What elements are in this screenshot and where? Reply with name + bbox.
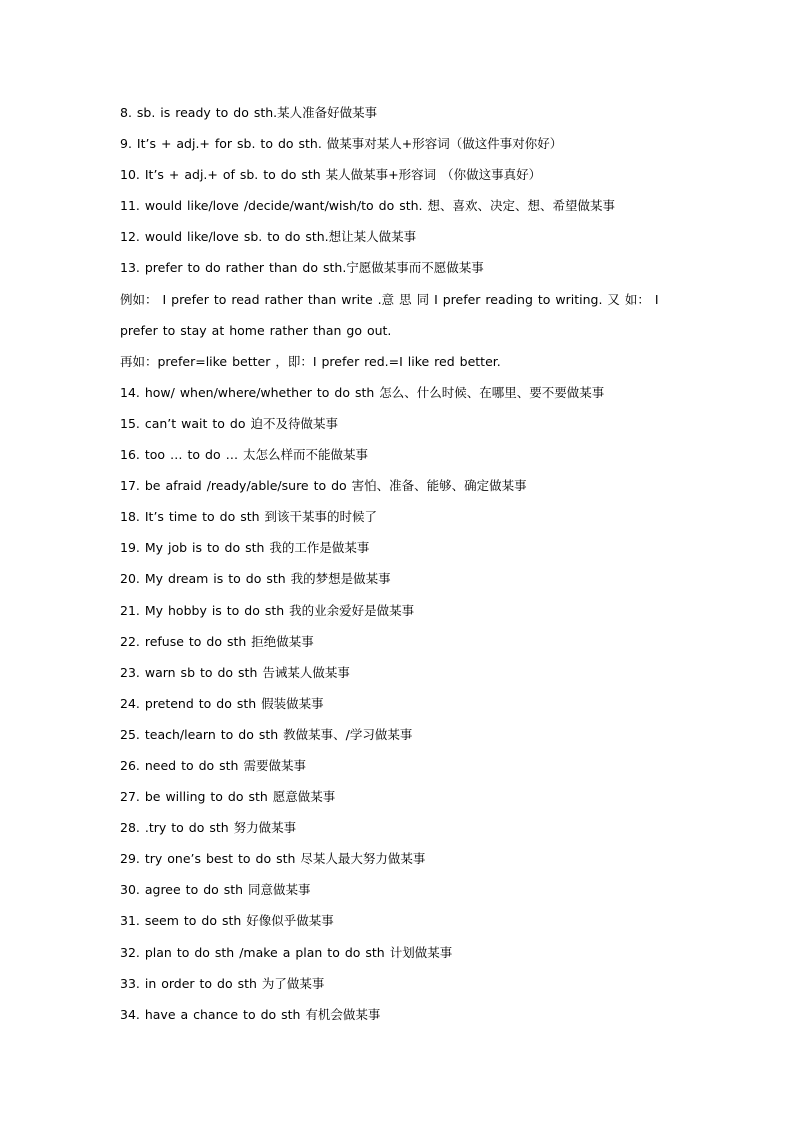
- list-item: 16. too … to do … 太怎么样而不能做某事: [120, 447, 369, 463]
- list-item: 22. refuse to do sth 拒绝做某事: [120, 633, 314, 649]
- example-line: 例如： I prefer to read rather than write .意 思 同 I prefer reading to writing. 又 如： I: [120, 291, 659, 307]
- example-line: prefer to stay at home rather than go out.: [120, 322, 392, 338]
- list-item: 24. pretend to do sth 假装做某事: [120, 695, 324, 711]
- list-item: 8. sb. is ready to do sth.某人准备好做某事: [120, 105, 378, 120]
- list-item: 31. seem to do sth 好像似乎做某事: [120, 913, 334, 929]
- list-item: 14. how/ when/where/whether to do sth 怎么、什么时候、在哪里、要不要做某事: [120, 384, 605, 400]
- list-item: 12. would like/love sb. to do sth.想让某人做某事: [120, 229, 417, 245]
- list-item: 17. be afraid /ready/able/sure to do 害怕、准备、能够、确定做某事: [120, 478, 527, 494]
- list-item: 20. My dream is to do sth 我的梦想是做某事: [120, 571, 391, 587]
- list-item: 32. plan to do sth /make a plan to do sth 计划做某事: [120, 944, 453, 960]
- list-item: 27. be willing to do sth 愿意做某事: [120, 789, 336, 805]
- list-item: 33. in order to do sth 为了做某事: [120, 975, 325, 991]
- list-item: 18. It’s time to do sth 到该干某事的时候了: [120, 509, 378, 525]
- list-item: 29. try one’s best to do sth 尽某人最大努力做某事: [120, 851, 426, 867]
- list-item: 13. prefer to do rather than do sth.宁愿做某事而不愿做某事: [120, 260, 484, 276]
- list-item: 28. .try to do sth 努力做某事: [120, 820, 297, 836]
- list-item: 34. have a chance to do sth 有机会做某事: [120, 1006, 381, 1022]
- list-item: 11. would like/love /decide/want/wish/to do sth. 想、喜欢、决定、想、希望做某事: [120, 198, 615, 214]
- list-item: 9. It’s + adj.+ for sb. to do sth. 做某事对某人+形容词（做这件事对你好）: [120, 136, 563, 152]
- list-item: 23. warn sb to do sth 告诫某人做某事: [120, 664, 350, 680]
- list-item: 26. need to do sth 需要做某事: [120, 757, 306, 773]
- list-item: 10. It’s + adj.+ of sb. to do sth 某人做某事+形容词 （你做这事真好）: [120, 167, 542, 183]
- list-item: 25. teach/learn to do sth 教做某事、/学习做某事: [120, 726, 413, 742]
- list-item: 30. agree to do sth 同意做某事: [120, 882, 311, 898]
- example-line: 再如：prefer=like better ，即：I prefer red.=I like red better.: [120, 353, 501, 369]
- list-item: 19. My job is to do sth 我的工作是做某事: [120, 540, 370, 556]
- phrase-list: [120, 100, 680, 1033]
- list-item: 21. My hobby is to do sth 我的业余爱好是做某事: [120, 602, 415, 618]
- list-item: 15. can’t wait to do 迫不及待做某事: [120, 415, 338, 431]
